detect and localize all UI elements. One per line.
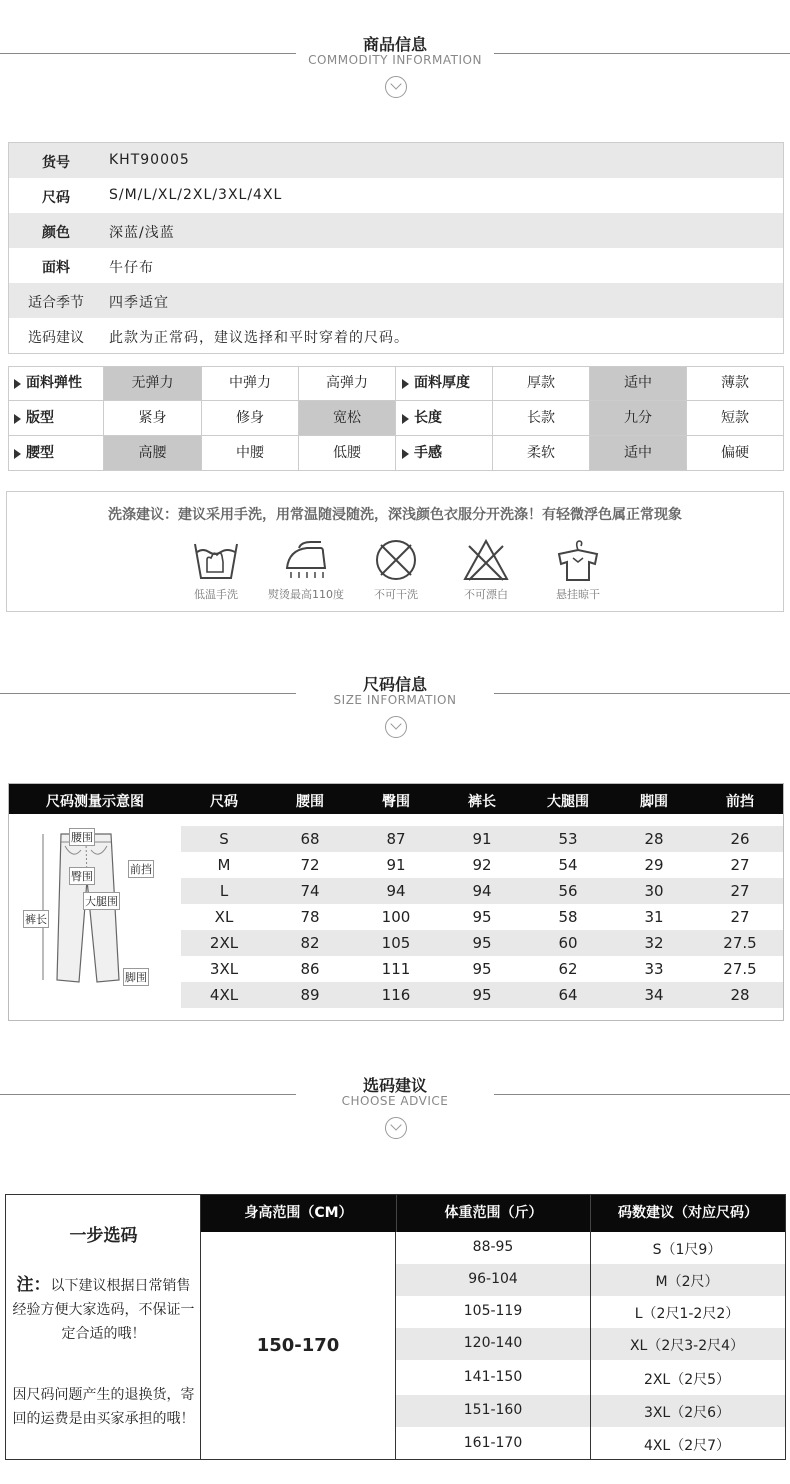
info-row [9,178,783,213]
table-cell: 94 [472,882,492,900]
section-subtitle: SIZE INFORMATION [333,693,457,707]
table-cell: 87 [386,830,406,848]
info-key: 货号 [42,155,70,171]
column-header: 尺码测量示意图 [46,794,144,810]
table-cell: 60 [558,934,578,952]
attribute-label: 手感 [396,436,493,471]
table-row [181,930,783,956]
wash-icon-label: 悬挂晾干 [556,588,600,601]
table-cell: 95 [472,960,492,978]
table-row [181,982,783,1008]
table-cell: 82 [300,934,320,952]
size-section-header [0,672,790,742]
table-cell: 32 [644,934,664,952]
column-header: 臀围 [382,794,410,810]
table-cell: 28 [644,830,664,848]
no-dry-clean-icon [356,538,436,602]
attribute-option: 短款 [687,401,784,436]
info-key: 适合季节 [28,295,84,311]
table-cell: 120-140 [463,1335,523,1351]
chevron-down-icon [385,76,407,98]
table-cell: 105-119 [463,1303,523,1319]
attribute-option: 无弹力 [104,366,202,401]
table-cell: 111 [381,960,411,978]
attribute-option: 薄款 [687,366,784,401]
table-row [181,826,783,852]
table-cell: 74 [300,882,320,900]
table-cell: 92 [472,856,492,874]
table-cell: 100 [381,908,411,926]
pants-measurement-diagram [21,830,169,990]
attribute-option: 修身 [202,401,299,436]
table-row [181,878,783,904]
table-cell: 116 [381,986,411,1004]
info-value: KHT90005 [109,152,190,168]
table-cell: M [217,856,231,874]
table-cell: 91 [472,830,492,848]
chevron-down-icon [385,1117,407,1139]
table-cell: 4XL [209,986,239,1004]
table-cell: 29 [644,856,664,874]
table-cell: 95 [472,908,492,926]
column-header: 码数建议（对应尺码） [590,1195,785,1232]
column-header: 腰围 [296,794,324,810]
iron-icon [266,538,346,602]
table-cell: 3XL [209,960,239,978]
diagram-label: 臀围 [69,867,95,885]
attribute-option: 适中 [590,366,687,401]
attribute-option: 长款 [493,401,590,436]
table-cell: 34 [644,986,664,1004]
table-cell: 58 [558,908,578,926]
attribute-grid [8,366,784,471]
table-cell: 27 [730,882,750,900]
attribute-label: 版型 [8,401,104,436]
diagram-label: 裤长 [23,910,49,928]
attribute-option: 厚款 [493,366,590,401]
table-cell: 53 [558,830,578,848]
table-cell: M（2尺） [655,1274,719,1290]
table-row [181,852,783,878]
table-cell: 64 [558,986,578,1004]
attribute-label: 面料厚度 [396,366,493,401]
table-cell: L [219,882,229,900]
table-cell: 94 [386,882,406,900]
attribute-option: 中弹力 [202,366,299,401]
table-cell: 27 [730,908,750,926]
table-cell: 151-160 [463,1402,523,1418]
table-cell: 62 [558,960,578,978]
advice-note-panel [6,1195,201,1459]
info-row [9,213,783,248]
column-header: 脚围 [640,794,668,810]
table-cell: 30 [644,882,664,900]
attribute-option: 高弹力 [299,366,396,401]
attribute-option: 紧身 [104,401,202,436]
commodity-section-header [0,32,790,102]
info-row [9,283,783,318]
hang-dry-icon [538,538,618,602]
table-cell: 2XL [209,934,239,952]
info-key: 选码建议 [28,330,84,346]
table-cell: L（2尺1-2尺2） [634,1306,740,1322]
diagram-label: 腰围 [69,828,95,846]
size-table [8,783,784,1021]
no-bleach-icon [446,538,526,602]
table-cell: 27 [730,856,750,874]
diagram-label: 大腿围 [83,892,120,910]
note-text: 以下建议根据日常销售经验方便大家选码，不保证一定合适的哦！ [12,1278,195,1342]
advice-note-2: 因尺码问题产生的退换货，寄回的运费是由买家承担的哦！ [12,1387,195,1427]
height-range: 150-170 [201,1232,396,1459]
hand-wash-icon [176,538,256,602]
info-key: 尺码 [42,190,70,206]
table-cell: 91 [386,856,406,874]
size-advice-table [5,1194,786,1460]
section-title: 尺码信息 [362,675,427,694]
note-prefix: 注： [16,1275,51,1295]
table-cell: 89 [300,986,320,1004]
info-value: 四季适宜 [109,295,169,311]
info-row [9,318,783,353]
size-table-header [9,784,783,814]
table-cell: 105 [381,934,411,952]
section-subtitle: CHOOSE ADVICE [341,1094,449,1108]
column-header: 尺码 [210,794,238,810]
table-cell: 95 [472,986,492,1004]
advice-note [10,1273,197,1346]
table-cell: 88-95 [472,1239,514,1255]
section-subtitle: COMMODITY INFORMATION [308,53,482,67]
advice-panel-title: 一步选码 [69,1226,138,1246]
wash-icon-label: 熨烫最高110度 [268,588,344,601]
info-value: 深蓝/浅蓝 [109,225,175,241]
attribute-option: 中腰 [202,436,299,471]
table-cell: 3XL（2尺6） [643,1405,731,1421]
attribute-label: 腰型 [8,436,104,471]
attribute-label: 长度 [396,401,493,436]
table-cell: XL（2尺3-2尺4） [629,1338,745,1354]
wash-advice: 洗涤建议：建议采用手洗，用常温随浸随洗，深浅颜色衣服分开洗涤！有轻微浮色属正常现象 [108,507,682,523]
column-header: 身高范围（CM） [201,1195,396,1232]
table-cell: 86 [300,960,320,978]
table-cell: S（1尺9） [652,1242,722,1258]
attribute-option: 柔软 [493,436,590,471]
table-cell: 27.5 [723,960,757,978]
attribute-option: 适中 [590,436,687,471]
info-key: 颜色 [42,225,70,241]
attribute-option: 低腰 [299,436,396,471]
column-header: 大腿围 [547,794,589,810]
attribute-option: 偏硬 [687,436,784,471]
info-row [9,248,783,283]
diagram-label: 脚围 [123,968,149,986]
table-cell: 72 [300,856,320,874]
wash-icon-label: 低温手洗 [194,588,238,601]
table-cell: 56 [558,882,578,900]
table-cell: 78 [300,908,320,926]
table-cell: 68 [300,830,320,848]
column-header: 体重范围（斤） [396,1195,590,1232]
section-title: 商品信息 [362,35,427,54]
table-cell: XL [214,908,234,926]
table-cell: 141-150 [463,1369,523,1385]
wash-care-box [6,491,784,612]
column-header: 前挡 [726,794,754,810]
table-cell: 26 [730,830,750,848]
table-cell: 54 [558,856,578,874]
attribute-label: 面料弹性 [8,366,104,401]
table-cell: 28 [730,986,750,1004]
attribute-option: 高腰 [104,436,202,471]
table-cell: S [219,830,229,848]
diagram-label: 前挡 [128,860,154,878]
table-cell: 161-170 [463,1435,523,1451]
column-header: 裤长 [468,794,496,810]
table-row [181,956,783,982]
divider [590,1232,591,1459]
chevron-down-icon [385,716,407,738]
attribute-option: 九分 [590,401,687,436]
table-cell: 4XL（2尺7） [643,1438,731,1454]
advice-section-header [0,1073,790,1143]
info-value: 此款为正常码，建议选择和平时穿着的尺码。 [109,330,409,346]
wash-icon-label: 不可干洗 [374,588,418,601]
info-row [9,143,783,178]
table-row [181,904,783,930]
table-cell: 2XL（2尺5） [643,1372,731,1388]
table-cell: 95 [472,934,492,952]
table-cell: 96-104 [468,1271,518,1287]
commodity-info-table [8,142,784,354]
table-cell: 31 [644,908,664,926]
section-title: 选码建议 [362,1076,427,1095]
info-value: S/M/L/XL/2XL/3XL/4XL [109,187,283,203]
table-cell: 33 [644,960,664,978]
info-value: 牛仔布 [109,260,154,276]
attribute-option: 宽松 [299,401,396,436]
table-cell: 27.5 [723,934,757,952]
wash-icon-label: 不可漂白 [464,588,508,601]
info-key: 面料 [42,260,70,276]
